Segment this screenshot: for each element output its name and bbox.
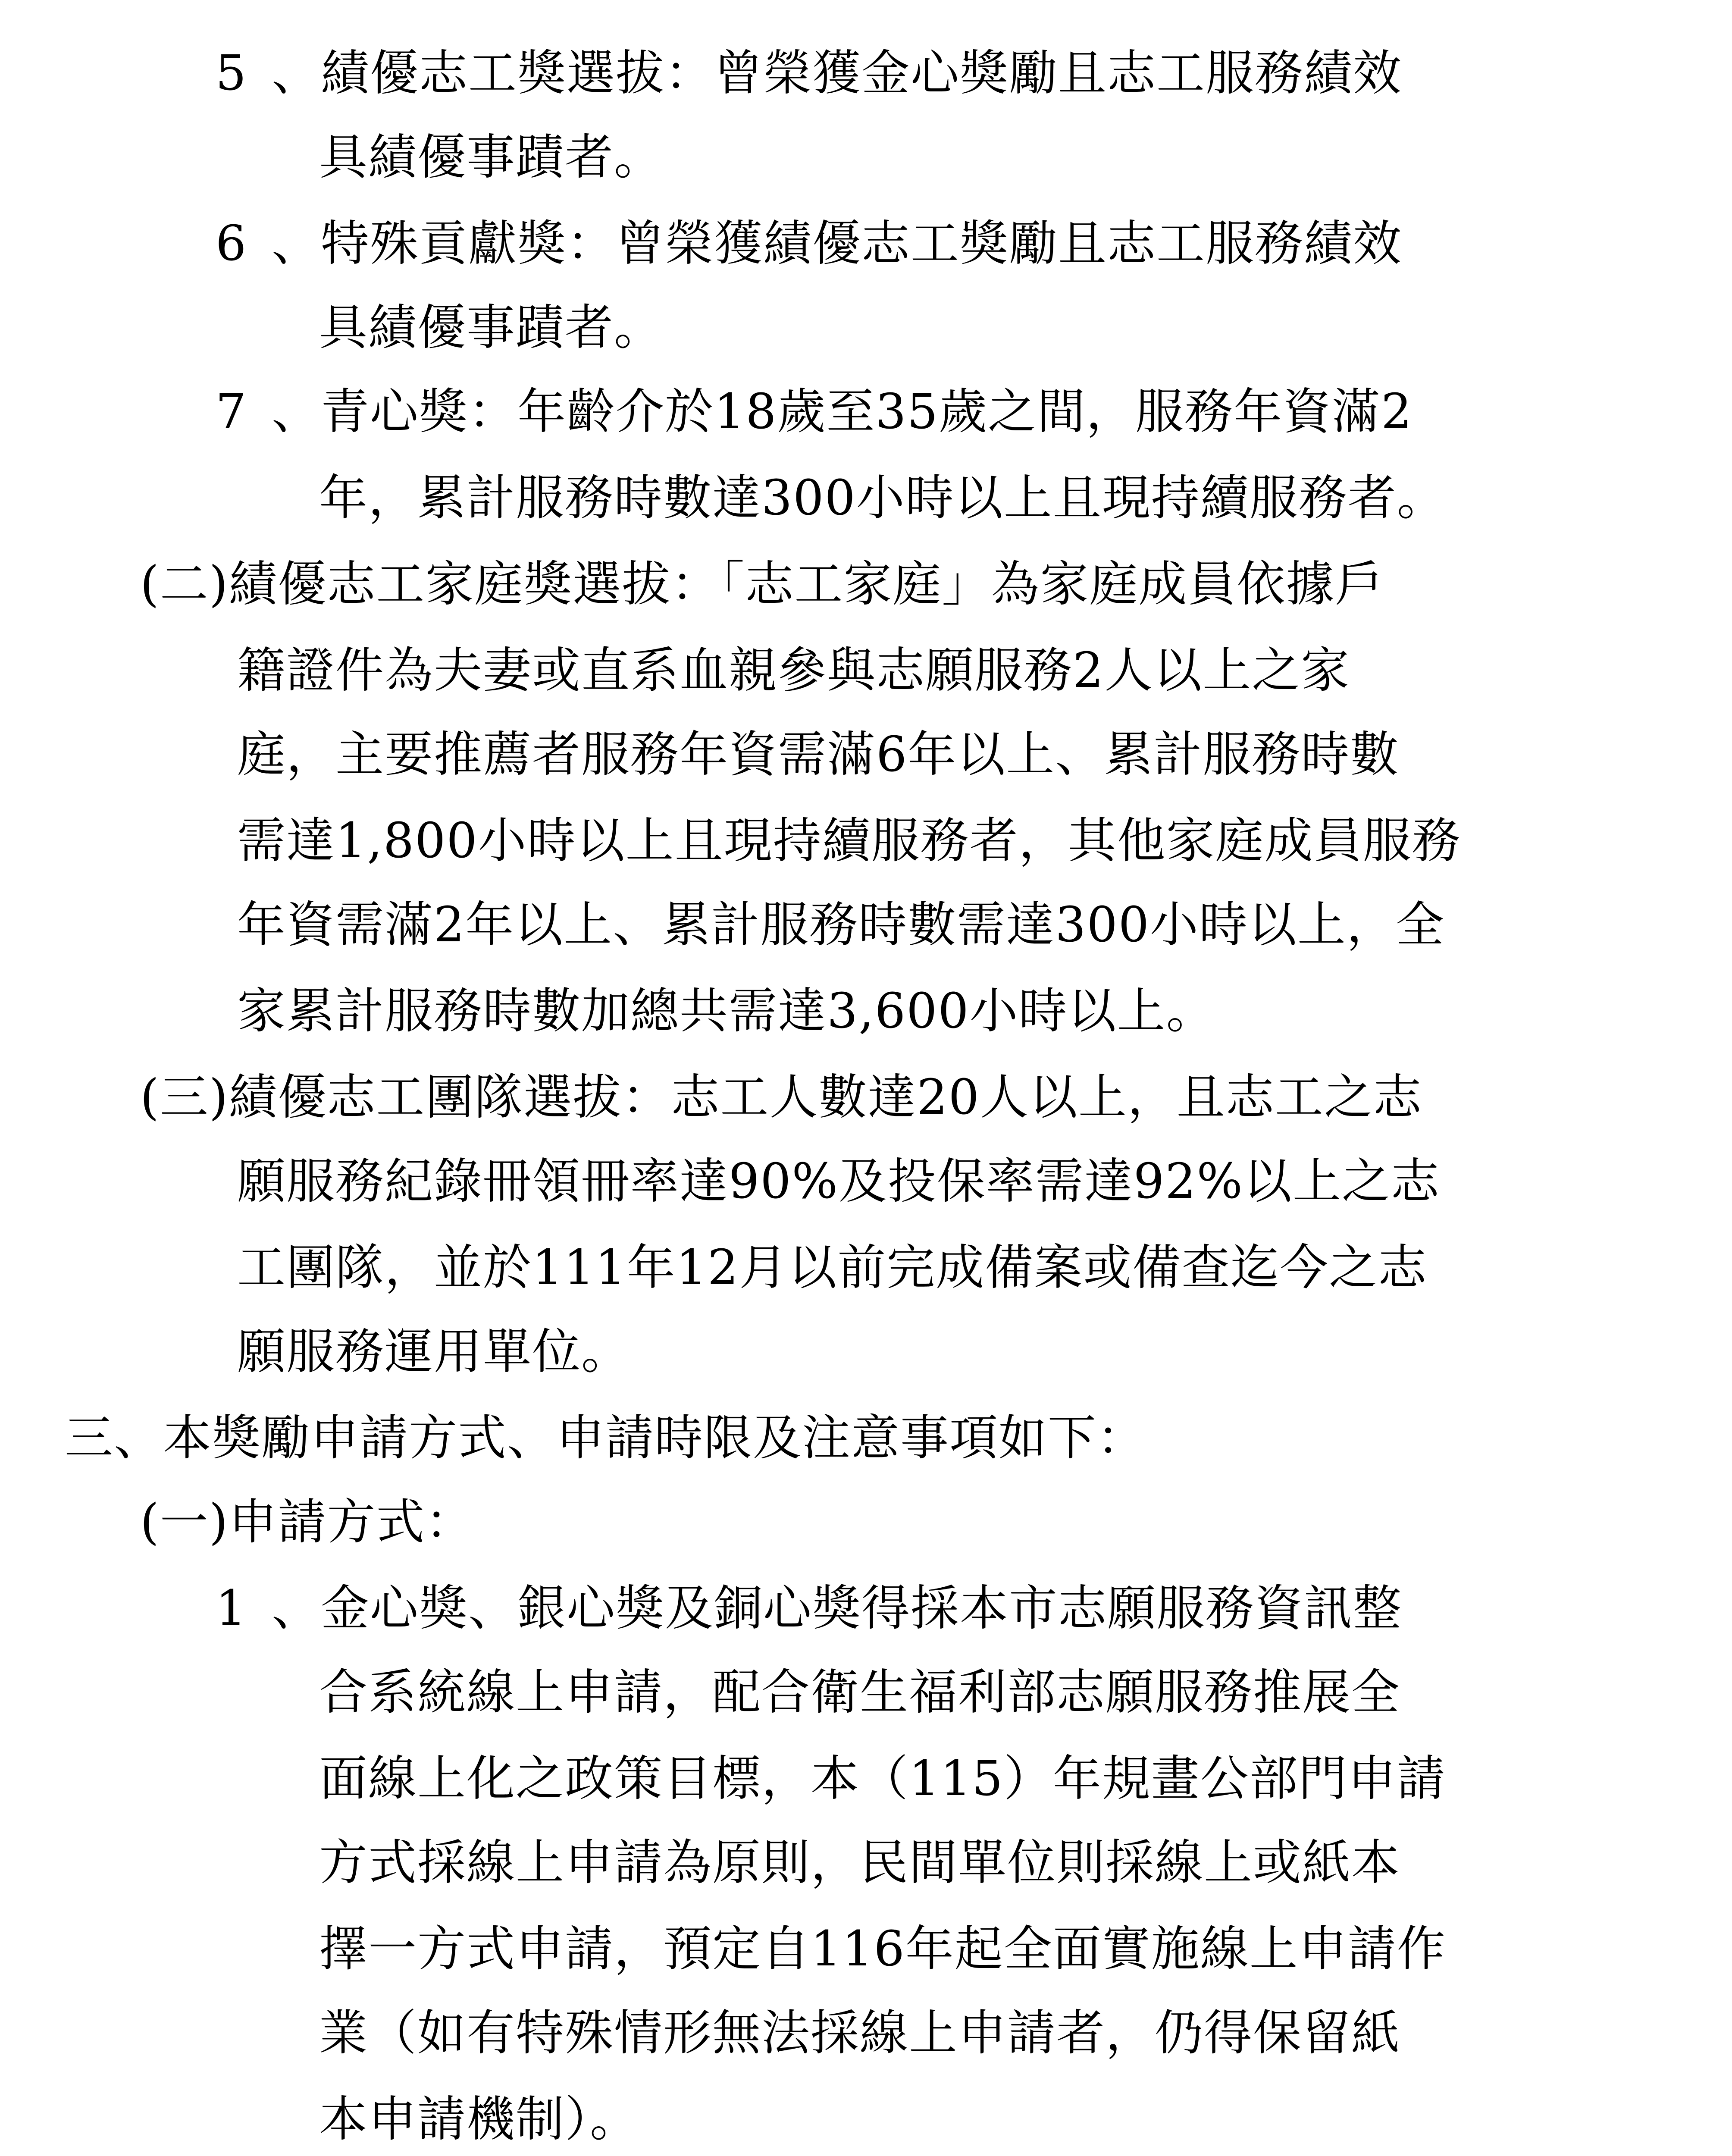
item-text: 面線上化之政策目標，本（115）年規畫公部門申請: [319, 1751, 1446, 1807]
section-text: 需達1,800小時以上且現持續服務者，其他家庭成員服務: [237, 813, 1461, 869]
list-item-7: [216, 379, 1413, 444]
family-line-4: [237, 808, 1461, 873]
item-text: 擇一方式申請，預定自116年起全面實施線上申請作: [319, 1921, 1446, 1977]
application-method-heading: [140, 1490, 474, 1554]
family-line-6: [237, 979, 1215, 1044]
list-item-7-cont: [319, 466, 1446, 530]
section-text: 家累計服務時數加總共需達3,600小時以上。: [237, 983, 1215, 1039]
section-text: 年資需滿2年以上、累計服務時數需達300小時以上，全: [237, 897, 1445, 953]
item-number: 6: [216, 216, 247, 272]
heading-text: 三、本獎勵申請方式、申請時限及注意事項如下：: [65, 1410, 1146, 1466]
list-item-6-cont: [319, 295, 663, 360]
method-item-1-line-4: [319, 1830, 1400, 1895]
family-line-3: [237, 722, 1399, 787]
section-label: (三): [140, 1069, 229, 1125]
method-item-1-line-2: [319, 1660, 1400, 1725]
section-text: 績優志工家庭獎選拔：「志工家庭」為家庭成員依據戶: [229, 556, 1384, 612]
item-number: 1: [216, 1580, 247, 1636]
family-line-5: [237, 893, 1445, 957]
list-item-5: [216, 41, 1402, 106]
team-line-3: [237, 1235, 1427, 1300]
team-line-4: [237, 1319, 630, 1384]
method-item-1: [216, 1576, 1402, 1641]
section-label: (二): [140, 556, 229, 612]
list-item-6: [216, 211, 1402, 276]
method-item-1-line-5: [319, 1917, 1446, 1981]
section-3-heading: [65, 1406, 1146, 1470]
item-text: 、特殊貢獻獎：曾榮獲績優志工獎勵且志工服務績效: [272, 216, 1402, 272]
section-label: (一): [140, 1494, 229, 1550]
section-text: 績優志工團隊選拔：志工人數達20人以上，且志工之志: [229, 1069, 1422, 1125]
family-line-2: [237, 638, 1350, 703]
item-text: 、績優志工獎選拔：曾榮獲金心獎勵且志工服務績效: [272, 45, 1402, 101]
family-award-section: [140, 552, 1384, 617]
item-text: 業（如有特殊情形無法採線上申請者，仍得保留紙: [319, 2005, 1400, 2061]
item-text: 年，累計服務時數達300小時以上且現持續服務者。: [319, 470, 1446, 526]
item-text: 、青心獎：年齡介於18歲至35歲之間，服務年資滿2: [272, 384, 1413, 440]
item-text: 合系統線上申請，配合衛生福利部志願服務推展全: [319, 1664, 1400, 1720]
item-number: 7: [216, 384, 247, 440]
section-text: 庭，主要推薦者服務年資需滿6年以上、累計服務時數: [237, 727, 1400, 783]
method-item-1-line-7: [319, 2087, 639, 2152]
method-item-1-line-6: [319, 2001, 1400, 2065]
list-item-5-cont: [319, 125, 663, 190]
section-text: 籍證件為夫妻或直系血親參與志願服務2人以上之家: [237, 642, 1350, 699]
section-text: 申請方式：: [229, 1494, 475, 1550]
item-text: 、金心獎、銀心獎及銅心獎得採本市志願服務資訊整: [272, 1580, 1402, 1636]
item-text: 本申請機制）。: [319, 2091, 639, 2147]
item-text: 具績優事蹟者。: [319, 129, 663, 185]
item-number: 5: [216, 45, 247, 101]
item-text: 具績優事蹟者。: [319, 300, 663, 356]
section-text: 願服務紀錄冊領冊率達90%及投保率需達92%以上之志: [237, 1153, 1440, 1210]
item-text: 方式採線上申請為原則，民間單位則採線上或紙本: [319, 1835, 1400, 1891]
section-text: 願服務運用單位。: [237, 1324, 630, 1380]
team-line-2: [237, 1149, 1440, 1214]
section-text: 工團隊，並於111年12月以前完成備案或備查迄今之志: [237, 1240, 1428, 1296]
team-award-section: [140, 1065, 1422, 1130]
method-item-1-line-3: [319, 1746, 1446, 1811]
